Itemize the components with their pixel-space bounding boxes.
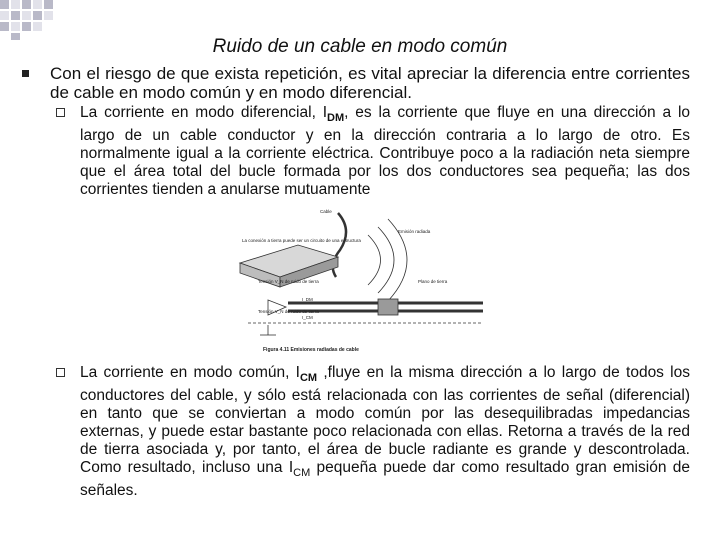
hollow-square-bullet-icon: [56, 108, 65, 117]
slide-title: Ruido de un cable en modo común: [212, 36, 508, 57]
figure-label-idm: I_DM: [302, 297, 313, 302]
sub-bullet-differential: [56, 104, 690, 199]
hollow-square-bullet-icon: [56, 368, 65, 377]
figure-label-icm: I_CM: [302, 315, 313, 320]
figure-label-vn: Tensión V_N de ruido de tierra: [258, 309, 319, 314]
figure-label-radiated: Emisión radiada: [398, 229, 431, 234]
sub-bullet-differential-text: La corriente en modo diferencial, $I_{DM}$, es la corriente que fluye en una dirección a lo largo de un cable conductor y en la dirección contraria a lo largo de otro. Es normalmente igual a la corriente eléctrica. Contribuye poco a la radiación neta siempre que el área total del bucle formada por los dos conductores sea pequeña; las dos corrientes tienden a anularse mutuamente: [80, 104, 691, 199]
figure-label-ground-plane: Plano de tierra: [418, 279, 448, 284]
bullet-main-text: Con el riesgo de que exista repetición, es vital apreciar la diferencia entre corrientes de cable en modo común y en modo diferencial.: [50, 64, 690, 102]
corner-grid-decoration: [0, 0, 64, 40]
square-bullet-icon: [22, 70, 29, 77]
figure-label-cable: Cable: [320, 209, 332, 214]
sub-bullet-common-mode: [56, 364, 690, 500]
cable-emission-figure: [228, 205, 490, 357]
bullet-main: [22, 64, 690, 102]
figure-label-zone: La conexión a tierra puede ser un circuito de una estructura: [242, 238, 361, 243]
figure-label-noise: Tensión V_N de ruido de tierra: [258, 279, 319, 284]
figure-caption: Figura 4.11 Emisiones radiadas de cable: [263, 347, 359, 353]
sub-bullet-common-mode-text: La corriente en modo común, $I_{CM}$ ,fluye en la misma dirección a lo largo de todos los conductores del cable, y sólo está relacionada con las corrientes de señal (diferencial) en tanto que se conviertan a modo común por las desequilibradas impedancias externas, y puede estar bastante poco relacionada con ellas. Retorna a través de la red de tierra asociada y, por tanto, el área de bucle radiante es grande y descontrolada. Como resultado, incluso una $I_{CM}$ pequeña puede dar como resultado gran emisión de señales.: [80, 364, 690, 500]
